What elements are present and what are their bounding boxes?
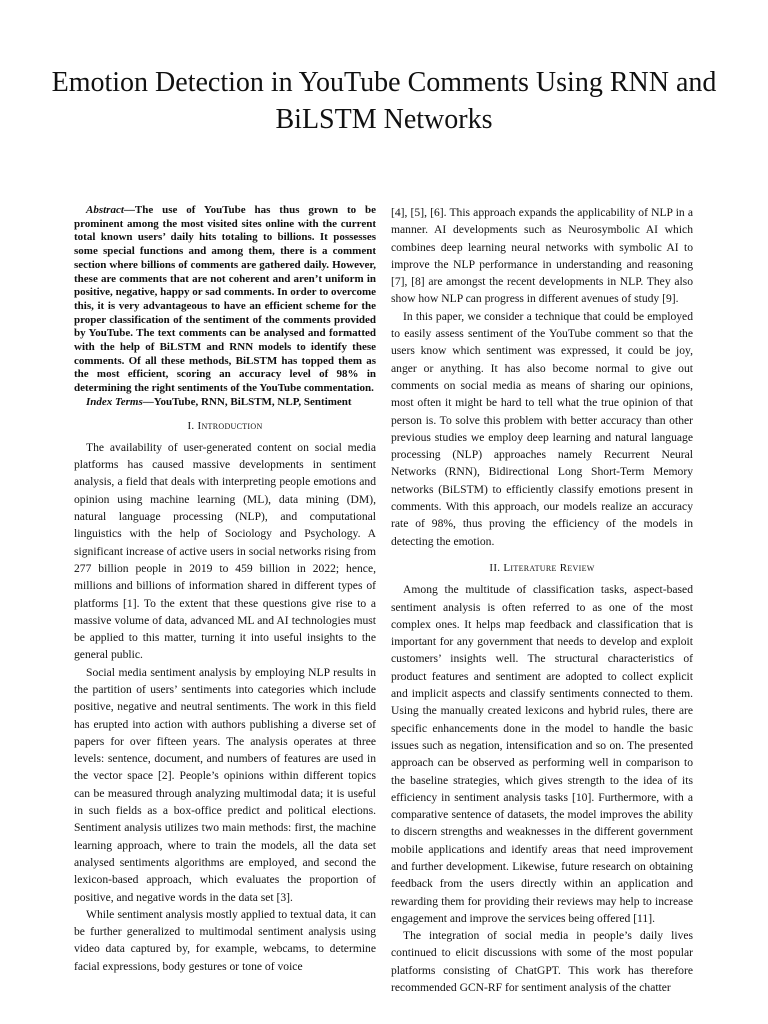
paper-title: Emotion Detection in YouTube Comments Using RNN and BiLSTM Networks (51, 67, 717, 135)
section-heading-literature-review: II. Literature Review (489, 561, 595, 574)
right-column (391, 204, 693, 996)
intro-paragraph-1: The availability of user-generated content on social media platforms has caused massive developments in sentiment analysis, a field that deals with interpreting people emotions and opinion using machine learning (ML), data mining (DM), natural language processing (NLP), and computational linguistics with the help of Sociology and Psychology. A significant increase of active users in social networks rising from 277 billion people in 2019 to 459 billion in 2022; hence, millions and billions of information shared in different types of platforms [1]. To the extent that these questions give rise to a massive volume of data, advanced ML and AI technologies must be applied to this matter, turning it into useful insights to the general public. (74, 440, 376, 662)
abstract-text: —The use of YouTube has thus grown to be prominent among the most visited sites online with the current total known users’ daily hits totaling to billions. It possesses some special functions and among them, there is a comment section where billions of comments are gathered daily. However, these are comments that are not coherent and aren’t uniform in positive, negative, happy or sad comments. In order to overcome this, it is very advantageous to have an efficient scheme for the proper classification of the sentiment of the comments provided by YouTube. The text comments can be analysed and formatted with the help of BiLSTM and RNN models to identify these comments. Of all these methods, BiLSTM has topped them as the most efficient, scoring an accuracy level of 98% in determining the right sentiments of the YouTube commentation. (74, 204, 376, 395)
literature-paragraph-1: Among the multitude of classification tasks, aspect-based sentiment analysis is often referred to as one of the most complex ones. It helps map feedback and classification that is important for any government that needs to develop and exploit customers’ insights well. The structural characteristics of product features and sentiment are adopted to collect explicit and implicit aspects and classify sentiments connected to them. Using the manually created lexicons and hybrid rules, there are specific enhancements done in the model to handle the basic issues such as negation, intensification and so on. The presented approach can be observed as performing well in comparison to the baseline strategies, which gives strength to the idea of its efficiency in sentiment analysis tasks [10]. Furthermore, with a comparative sentence of datasets, the model improves the ability to discern strengths and weaknesses in the different government mobile applications and identify areas that need improvement and further development. Likewise, future research on obtaining feedback from the users directly within an application and rewarding them for providing their reviews may help to increase engagement and improve the services being offered [11]. (391, 583, 693, 925)
literature-paragraph-2: The integration of social media in people’s daily lives continued to elicit discussions with some of the most popular platforms consisting of ChatGPT. This work has therefore recommended GCN-RF for sentiment analysis of the chatter (391, 929, 693, 995)
abstract-label: Abstract (86, 204, 124, 216)
left-column (74, 204, 376, 975)
index-terms-text: —YouTube, RNN, BiLSTM, NLP, Sentiment (142, 395, 352, 408)
intro-paragraph-3-continued: [4], [5], [6]. This approach expands the applicability of NLP in a manner. AI developments such as Neurosymbolic AI which combines deep learning neural networks with symbolic AI to improve the NLP performance in understanding and reasoning [7], [8] are amongst the recent developments in NLP. They also show how NLP can progress in different avenues of study [9]. (391, 206, 693, 306)
index-terms (74, 396, 376, 410)
intro-paragraph-4: In this paper, we consider a technique that could be employed to easily assess sentiment of the YouTube comment so that the users know which sentiment was expressed, it could be joy, anger or anything. It has also become normal to give out comments on social media as means of sharing our opinions, most often it might be hard to tell what the true opinion of that person is. To solve this problem with better accuracy than other previous studies we employ deep learning and natural language processing (NLP) approaches namely Recurrent Neural Networks (RNN), Bidirectional Long Short-Term Memory networks (BiLSTM) to efficiently classify emotions present in comments. With this approach, our models realize an accuracy rate of 98%, thus proving the efficiency of the models in detecting the emotion. (391, 309, 693, 548)
index-terms-label: Index Terms (86, 395, 143, 408)
intro-paragraph-3: While sentiment analysis mostly applied to textual data, it can be further generalized to multimodal sentiment analysis using video data captured by, for example, webcams, to determine facial expressions, body gestures or tone of voice (74, 907, 376, 973)
intro-paragraph-2: Social media sentiment analysis by employing NLP results in the partition of users’ sentiments into categories which include positive, negative and neutral sentiments. The work in this field has erupted into action with authors publishing a diverse set of papers for over fifteen years. The analysis operates at three levels: sentence, document, and numbers of features are used in the vector space [2]. People’s opinions within different topics can be measured through analyzing multimodal data; it is useful in such fields as a box-office predict and political elections. Sentiment analysis utilizes two main methods: first, the machine learning approach, where to train the models, all the data set analysed sentiments algorithms are employed, and second the lexicon-based approach, which evaluates the proportion of positive, and negative words in the data set [3]. (74, 665, 376, 904)
abstract (74, 204, 376, 396)
section-heading-introduction: I. Introduction (187, 419, 263, 432)
